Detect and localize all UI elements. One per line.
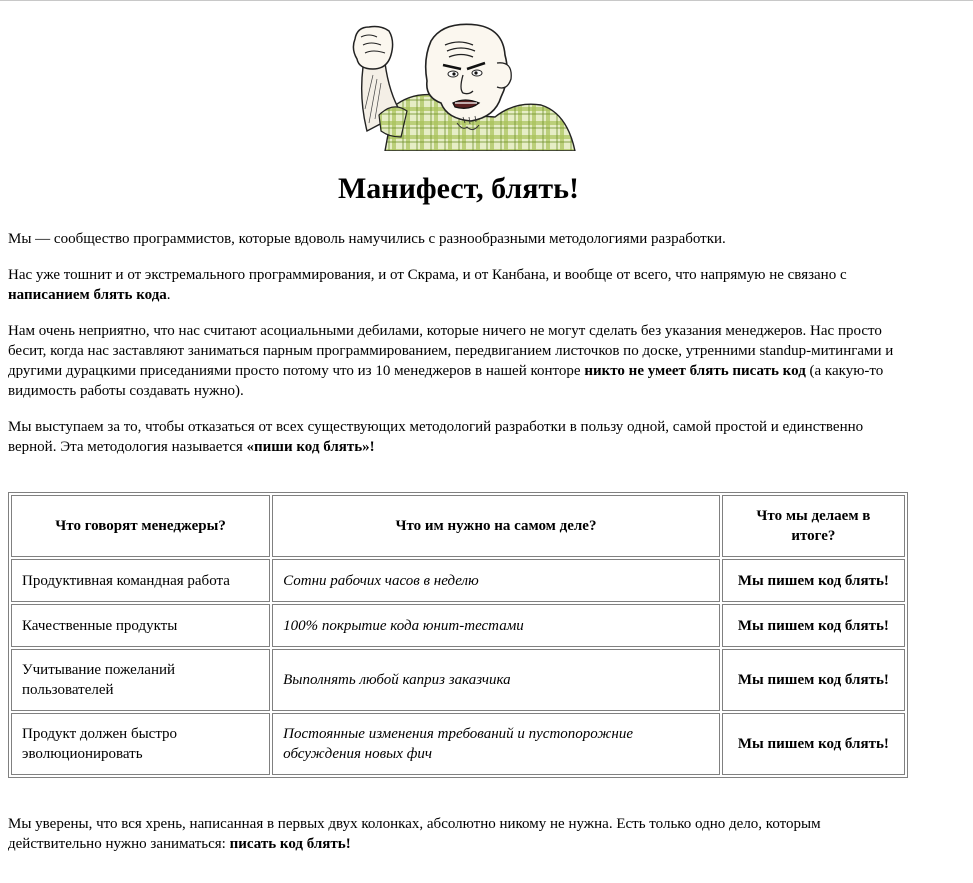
cell-reality: Сотни рабочих часов в неделю bbox=[272, 559, 720, 602]
header-we-do: Что мы делаем в итоге? bbox=[722, 495, 905, 557]
page bbox=[0, 1, 973, 883]
page-title: Манифест, блять! bbox=[337, 172, 580, 205]
header-reality: Что им нужно на самом деле? bbox=[272, 495, 720, 557]
table-row bbox=[11, 604, 905, 647]
table-row bbox=[11, 649, 905, 711]
cell-managers: Продукт должен быстро эволюционировать bbox=[11, 713, 270, 775]
conclusion-paragraph bbox=[8, 814, 908, 854]
methodologies-paragraph bbox=[8, 265, 908, 305]
methodology-text: Мы выступаем за то, чтобы отказаться от всех существующих методологий разработки в пользу одной, самой простой и единственно верной. Эта методология называется bbox=[8, 419, 864, 455]
cell-managers: Качественные продукты bbox=[11, 604, 270, 647]
table-row bbox=[11, 713, 905, 775]
methodologies-end: . bbox=[166, 287, 171, 303]
cell-reality: 100% покрытие кода юнит-тестами bbox=[272, 604, 720, 647]
complaints-end: (а какую-то видимость работы создавать нужно). bbox=[8, 363, 884, 399]
methodology-name: «пиши код блять»! bbox=[246, 439, 375, 455]
cell-we-do: Мы пишем код блять! bbox=[722, 649, 905, 711]
cell-reality: Выполнять любой каприз заказчика bbox=[272, 649, 720, 711]
cell-we-do: Мы пишем код блять! bbox=[722, 713, 905, 775]
intro-paragraph bbox=[8, 229, 908, 249]
intro-text: Мы — сообщество программистов, которые вдоволь намучились с разнообразными методологиями разработки. bbox=[8, 231, 726, 247]
cell-managers: Учитывание пожеланий пользователей bbox=[11, 649, 270, 711]
comparison-table bbox=[8, 492, 908, 778]
methodologies-text: Нас уже тошнит и от экстремального программирования, и от Скрама, и от Канбана, и вообще от всего, что напрямую не связано с bbox=[8, 267, 847, 283]
conclusion-text: Мы уверены, что вся хрень, написанная в первых двух колонках, абсолютно никому не нужна. Есть только одно дело, которым действительно нужно заниматься: bbox=[8, 816, 821, 852]
methodologies-emphasis: написанием блять кода bbox=[8, 287, 167, 303]
complaints-paragraph bbox=[8, 321, 908, 401]
angry-man-illustration bbox=[345, 19, 580, 151]
table-header-row bbox=[11, 495, 905, 557]
cell-we-do: Мы пишем код блять! bbox=[722, 604, 905, 647]
cell-we-do: Мы пишем код блять! bbox=[722, 559, 905, 602]
conclusion-emphasis: писать код блять! bbox=[229, 836, 351, 852]
complaints-text: Нам очень неприятно, что нас считают асоциальными дебилами, которые ничего не могут сделать без указания менеджеров. Нас просто бесит, когда нас заставляют заниматься парным программированием, передвиганием листочков по доске, утренними standup-митингами и другими дурацкими приседаниями просто потому что из 10 менеджеров в нашей конторе bbox=[8, 323, 894, 379]
cell-reality: Постоянные изменения требований и пустопорожние обсуждения новых фич bbox=[272, 713, 720, 775]
table-row bbox=[11, 559, 905, 602]
methodology-paragraph bbox=[8, 417, 908, 457]
header-managers: Что говорят менеджеры? bbox=[11, 495, 270, 557]
cell-managers: Продуктивная командная работа bbox=[11, 559, 270, 602]
complaints-emphasis: никто не умеет блять писать код bbox=[584, 363, 806, 379]
